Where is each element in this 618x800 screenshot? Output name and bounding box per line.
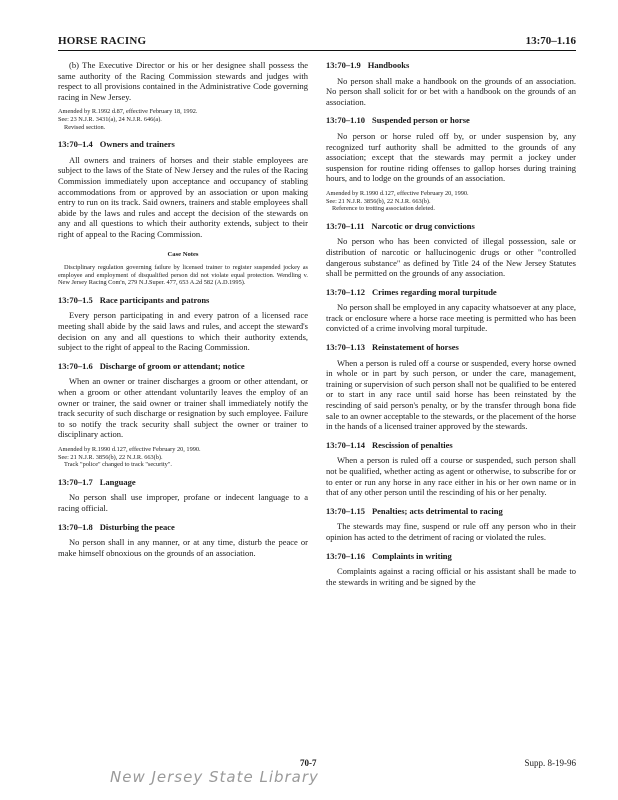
section-body: No person shall use improper, profane or indecent language to a racing official. bbox=[58, 492, 308, 513]
section-title: Handbooks bbox=[367, 60, 410, 70]
section-body: All owners and trainers of horses and their stable employees are subject to the laws of the State of New Jersey and the rules of the Racing Commission immediately upon acceptance and occupancy of stabling accommodations from or approved by an association or upon making entry to run on its track. Said owners, trainers and stable employees shall abide by the laws and rules and accept the decision of the stewards on any and all questions to which their authority extends, subject to their right of appeal to the Racing Commission. bbox=[58, 154, 308, 239]
section-title: Owners and trainers bbox=[99, 139, 175, 150]
section-number: 13:70–1.11 bbox=[326, 220, 365, 231]
source-line: Amended by R.1990 d.127, effective February 20, 1990. bbox=[58, 446, 201, 453]
section-title: Language bbox=[99, 476, 136, 487]
section-number: 13:70–1.10 bbox=[326, 115, 365, 126]
section-source-note bbox=[58, 446, 308, 469]
section-number: 13:70–1.7 bbox=[58, 476, 93, 487]
section-body: When an owner or trainer discharges a groom or other attendant, or when a groom or other attendant voluntarily leaves the employ of an owner or trainer, the said owner or trainer shall immediately notify the track security of such discharge or resignation by such employee. Failure to so notify the track security shall subject the owner or trainer to disciplinary action. bbox=[58, 376, 308, 440]
source-line: See: 23 N.J.R. 3431(a), 24 N.J.R. 646(a). bbox=[58, 115, 162, 123]
section-heading bbox=[58, 361, 308, 372]
section-body: Complaints against a racing official or his assistant shall be made to the stewards in writing and be signed by the bbox=[326, 566, 576, 587]
section-number: 13:70–1.15 bbox=[326, 505, 365, 516]
section-title: Reinstatement of horses bbox=[371, 342, 459, 353]
section-number: 13:70–1.12 bbox=[326, 286, 365, 297]
section-number: 13:70–1.5 bbox=[58, 294, 93, 305]
section-body: No person shall be employed in any capacity whatsoever at any place, track or enclosure where a horse race meeting is permitted who has been convicted of a crime involving moral turpitude. bbox=[326, 302, 576, 334]
running-head-section: 13:70–1.16 bbox=[525, 35, 576, 47]
section-title: Crimes regarding moral turpitude bbox=[371, 286, 497, 297]
section-title: Disturbing the peace bbox=[99, 521, 175, 532]
section-source-note bbox=[326, 190, 576, 213]
case-notes-heading: Case Notes bbox=[167, 250, 199, 258]
source-line: Revised section. bbox=[64, 123, 106, 131]
library-watermark: New Jersey State Library bbox=[110, 768, 319, 786]
section-body: When a person is ruled off a course or suspended, such person shall not be qualified, whether acting as agent or otherwise, to subscribe for or to enter or run any horse in any race either in his or her own name or in that of any other person until the rescinding of his or her penalty. bbox=[326, 455, 576, 498]
section-heading bbox=[58, 139, 308, 150]
section-body: No person who has been convicted of illegal possession, sale or distribution of narcotic or hallucinogenic drugs or other "controlled dangerous substance" as defined by Title 24 of the New Jersey Statutes shall be permitted on the grounds of any association. bbox=[326, 236, 576, 279]
section-title: Complaints in writing bbox=[371, 550, 452, 561]
source-line: Track "police" changed to track "security". bbox=[64, 461, 172, 469]
intro-source-note bbox=[58, 108, 308, 131]
section-body: Every person participating in and every patron of a licensed race meeting shall abide by the said laws and rules, and accept the steward's decision on any and all questions to which their authority extends, subject to the right of appeal to the Racing Commission. bbox=[58, 310, 308, 353]
section-title: Race participants and patrons bbox=[99, 294, 210, 305]
right-column bbox=[326, 60, 576, 593]
section-heading bbox=[58, 295, 308, 306]
section-number: 13:70–1.13 bbox=[326, 342, 365, 353]
running-head-title: HORSE RACING bbox=[58, 35, 147, 47]
section-number: 13:70–1.16 bbox=[326, 550, 365, 561]
case-note-text: Disciplinary regulation governing failure by licensed trainer to register suspended jockey as employee and employment of disqualified person did not violate equal protection. Wendling v. New Jersey Racing Com'n, 279 N.J.Super. 477, 653 A.2d 582 (A.D.1995). bbox=[58, 264, 308, 287]
section-number: 13:70–1.6 bbox=[58, 360, 93, 371]
section-heading bbox=[326, 506, 576, 517]
section-heading bbox=[326, 60, 576, 71]
source-line: See: 21 N.J.R. 3856(b), 22 N.J.R. 663(b). bbox=[58, 453, 163, 461]
section-heading bbox=[326, 551, 576, 562]
section-heading bbox=[326, 221, 576, 232]
section-heading bbox=[58, 522, 308, 533]
page-number: 70-7 bbox=[300, 758, 317, 768]
section-number: 13:70–1.4 bbox=[58, 139, 93, 150]
source-line: See: 21 N.J.R. 3856(b), 22 N.J.R. 663(b). bbox=[326, 197, 431, 205]
section-heading bbox=[326, 287, 576, 298]
source-line: Reference to trotting association deleted. bbox=[332, 205, 435, 213]
section-heading bbox=[58, 477, 308, 488]
section-body: When a person is ruled off a course or suspended, every horse owned in whole or in part by such person, or under the care, management, training or supervision of such person shall not be qualified to be entered or to start in any race until said horse has been reinstated by the rescinding of said person's penalty, or by the transfer through bona fide sale to an owner acceptable to the stewards, or the placement of the horse in the hands of a licensed trainer approved by the stewards. bbox=[326, 357, 576, 432]
source-line: Amended by R.1990 d.127, effective February 20, 1990. bbox=[326, 189, 469, 197]
page-header bbox=[58, 34, 576, 51]
source-line: Amended by R.1992 d.87, effective February 18, 1992. bbox=[58, 108, 198, 116]
left-column bbox=[58, 60, 308, 564]
intro-paragraph: (b) The Executive Director or his or her designee shall possess the same authority of the Racing Commission stewards and judges with respect to all provisions contained in the Administrative Code governing racing in New Jersey. bbox=[58, 60, 308, 102]
section-body: The stewards may fine, suspend or rule off any person who in their opinion has acted to the detriment of racing or violated the rules. bbox=[326, 521, 576, 542]
section-title: Suspended person or horse bbox=[371, 115, 470, 126]
section-number: 13:70–1.14 bbox=[326, 439, 365, 450]
section-body: No person shall in any manner, or at any time, disturb the peace or make himself obnoxious on the grounds of an association. bbox=[58, 537, 308, 558]
section-number: 13:70–1.9 bbox=[326, 60, 361, 70]
section-body: No person or horse ruled off by, or under suspension by, any recognized turf authority shall be admitted to the grounds of any association; except that the stewards may permit a jockey under suspension for routine riding offenses to gallop horses during training hours, and to lodge on the grounds of an association. bbox=[326, 130, 576, 184]
section-heading bbox=[326, 115, 576, 126]
section-title: Penalties; acts detrimental to racing bbox=[371, 505, 503, 516]
section-number: 13:70–1.8 bbox=[58, 521, 93, 532]
section-heading bbox=[326, 440, 576, 451]
section-title: Discharge of groom or attendant; notice bbox=[99, 360, 245, 371]
section-title: Narcotic or drug convictions bbox=[371, 220, 475, 231]
section-heading bbox=[326, 342, 576, 353]
supplement-date: Supp. 8-19-96 bbox=[524, 758, 576, 768]
section-title: Rescission of penalties bbox=[371, 439, 453, 450]
section-body: No person shall make a handbook on the grounds of an association. No person shall solicit for or bet with a handbook on the grounds of an association. bbox=[326, 75, 576, 107]
